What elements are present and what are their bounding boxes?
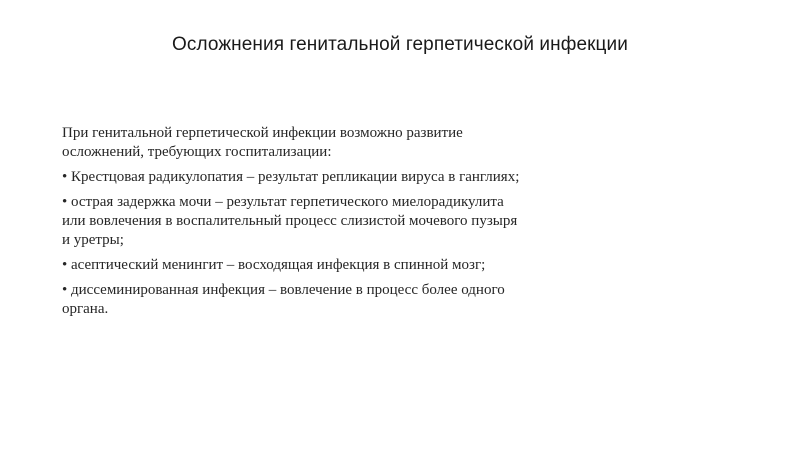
bullet-item: • асептический менингит – восходящая инфекция в спинной мозг;	[62, 257, 486, 273]
bullet-item: • Крестцовая радикулопатия – результат репликации вируса в ганглиях;	[62, 169, 520, 185]
slide-title: Осложнения генитальной герпетической инфекции	[172, 34, 628, 55]
slide-body	[62, 124, 522, 325]
bullet-item: • диссеминированная инфекция – вовлечение в процесс более одного органа.	[62, 282, 505, 317]
bullet-item: • острая задержка мочи – результат герпетического миелорадикулита или вовлечения в воспалительный процесс слизистой мочевого пузыря и уретры;	[62, 194, 518, 248]
intro-paragraph: При генитальной герпетической инфекции возможно развитие осложнений, требующих госпитализации:	[62, 125, 463, 160]
